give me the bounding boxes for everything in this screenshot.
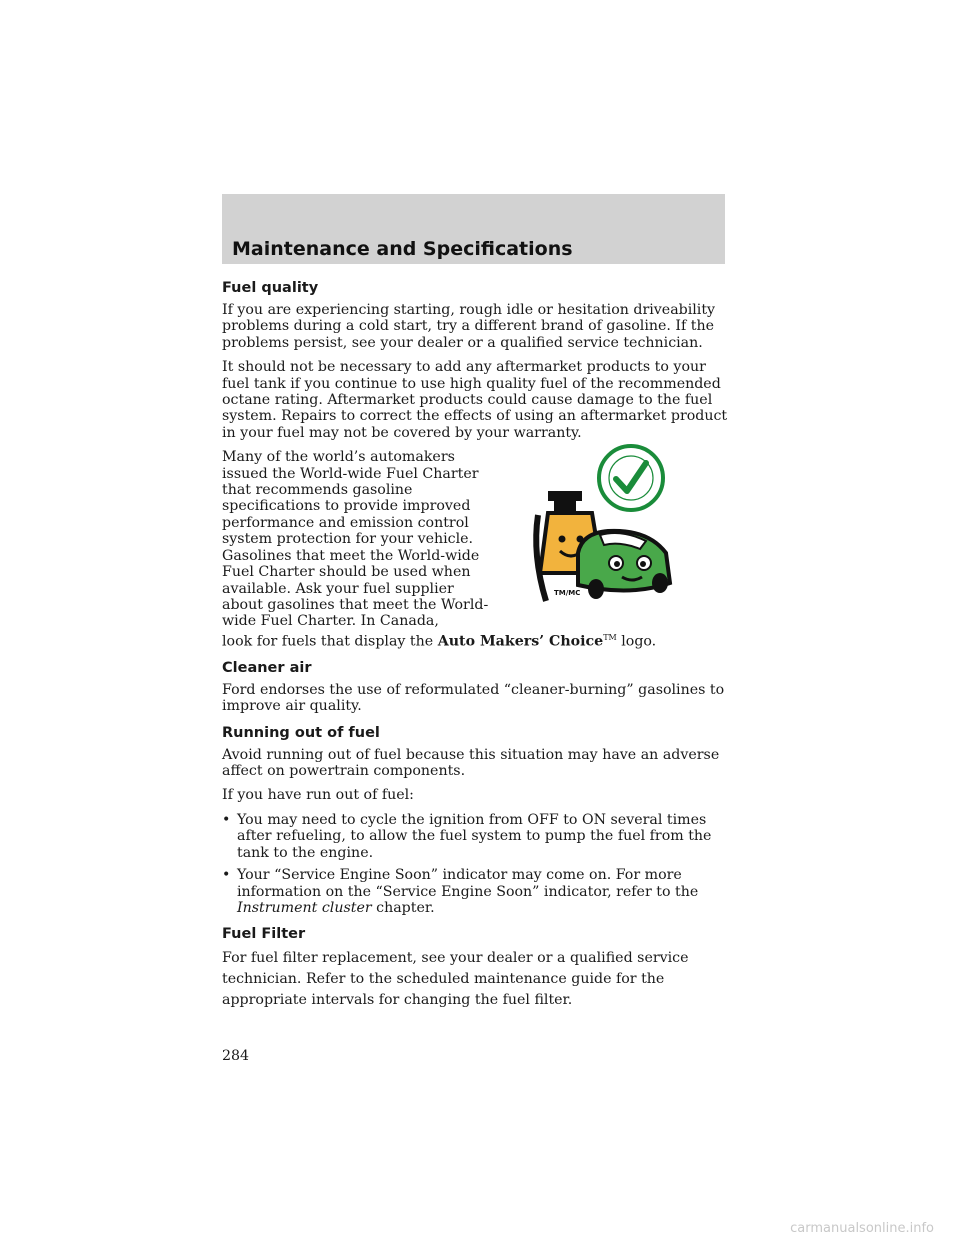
paragraph: If you have run out of fuel:	[222, 787, 414, 804]
heading-cleaner-air: Cleaner air	[222, 659, 312, 676]
heading-running-out-of-fuel: Running out of fuel	[222, 724, 380, 741]
text: logo.	[621, 633, 657, 650]
trademark-mark: TM	[603, 632, 617, 642]
paragraph: Avoid running out of fuel because this situation may have an adverse affect on powertrain components.	[222, 746, 720, 780]
paragraph: Ford endorses the use of reformulated “cleaner-burning” gasolines to improve air quality.	[222, 681, 725, 715]
paragraph-fuel-charter: Many of the world’s automakers issued the World-wide Fuel Charter that recommends gasoline specifications to provide improved performance and emission control system protection for your vehicle. Gasolines that meet the World-wide Fuel Charter should be used when available. Ask your fuel supplier about gasolines that meet the World-wide Fuel Charter. In Canada,	[222, 449, 489, 630]
section-title: Maintenance and Specifications	[232, 238, 573, 260]
watermark: carmanualsonline.info	[790, 1221, 934, 1236]
list-item-text: Your “Service Engine Soon” indicator may come on. For more information on the “Service Engine Soon” indicator, refer to the	[237, 867, 699, 900]
paragraph: If you are experiencing starting, rough idle or hesitation driveability problems during a cold start, try a different brand of gasoline. If the problems persist, see your dealer or a qualified service technician.	[222, 302, 716, 351]
paragraph: It should not be necessary to add any aftermarket products to your fuel tank if you continue to use high quality fuel of the recommended octane rating. Aftermarket products could cause damage to the fuel system. Repairs to correct the effects of using an aftermarket product in your fuel may not be covered by your warranty.	[222, 359, 728, 441]
page-number: 284	[222, 1048, 250, 1064]
bullet-icon: •	[222, 811, 231, 828]
section-header-band	[222, 194, 725, 264]
text: look for fuels that display the	[222, 633, 434, 650]
heading-fuel-filter: Fuel Filter	[222, 926, 306, 943]
bullet-icon: •	[222, 867, 231, 884]
list-item-text: You may need to cycle the ignition from OFF to ON several times after refueling, to allow the fuel system to pump the fuel from the tank to the engine.	[237, 811, 712, 861]
auto-makers-choice-logo	[518, 443, 678, 603]
chapter-reference: Instrument cluster	[237, 899, 372, 916]
auto-makers-choice-logo-graphic	[518, 443, 678, 613]
list-item	[222, 812, 732, 861]
paragraph-logo-line	[222, 630, 732, 650]
paragraph: For fuel filter replacement, see your dealer or a qualified service technician. Refer to the scheduled maintenance guide for the appropriate intervals for changing the fuel filter.	[222, 950, 689, 1009]
fuel-charter-block	[222, 449, 732, 650]
list-item-text: chapter.	[376, 899, 435, 916]
bullet-list	[222, 812, 732, 916]
list-item	[222, 867, 732, 916]
logo-mark-text: TM/MC	[554, 589, 581, 598]
heading-fuel-quality: Fuel quality	[222, 280, 319, 296]
brand-name: Auto Makers’ Choice	[437, 633, 604, 650]
page-content	[222, 276, 732, 1019]
